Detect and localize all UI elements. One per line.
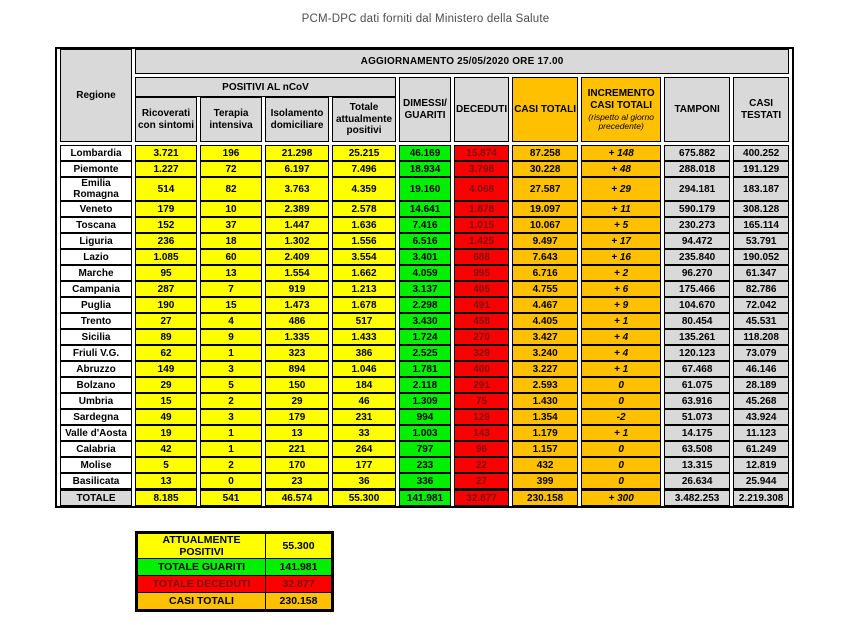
table-row — [60, 161, 789, 177]
totale-positivi-cell: 55.300 — [332, 489, 396, 506]
totale-isolamento-cell: 46.574 — [265, 489, 329, 506]
totale-positivi-cell: 177 — [332, 457, 396, 473]
summary-row-casi-totali — [138, 593, 332, 610]
totale-positivi-cell: 25.215 — [332, 145, 396, 161]
table-row — [60, 281, 789, 297]
dimessi-guariti-cell: 46.169 — [399, 145, 451, 161]
summary-label: TOTALE GUARITI — [138, 559, 266, 576]
isolamento-cell: 179 — [265, 409, 329, 425]
totale-positivi-cell: 1.433 — [332, 329, 396, 345]
dimessi-guariti-cell: 2.298 — [399, 297, 451, 313]
tamponi-cell: 61.075 — [664, 377, 730, 393]
casi-testati-cell: 73.079 — [733, 345, 789, 361]
table-row — [60, 377, 789, 393]
tamponi-cell: 67.468 — [664, 361, 730, 377]
terapia-intensiva-cell: 4 — [200, 313, 262, 329]
totale-positivi-cell: 3.554 — [332, 249, 396, 265]
casi-testati-cell: 46.146 — [733, 361, 789, 377]
ricoverati-cell: 89 — [135, 329, 197, 345]
casi-testati-cell: 82.786 — [733, 281, 789, 297]
table-row — [60, 145, 789, 161]
casi-totali-cell: 3.227 — [512, 361, 578, 377]
column-header-incremento — [581, 77, 661, 142]
incremento-cell: + 1 — [581, 361, 661, 377]
casi-testati-cell: 53.791 — [733, 233, 789, 249]
deceduti-cell: 15.874 — [454, 145, 509, 161]
table-row — [60, 265, 789, 281]
tamponi-cell: 14.175 — [664, 425, 730, 441]
table-row — [60, 233, 789, 249]
totale-incremento-cell: + 300 — [581, 489, 661, 506]
dimessi-guariti-cell: 1.724 — [399, 329, 451, 345]
region-name-cell: Bolzano — [60, 377, 132, 393]
terapia-intensiva-cell: 1 — [200, 425, 262, 441]
casi-totali-cell: 87.258 — [512, 145, 578, 161]
summary-row-attualmente-positivi — [138, 534, 332, 559]
isolamento-cell: 13 — [265, 425, 329, 441]
casi-totali-cell: 3.427 — [512, 329, 578, 345]
tamponi-cell: 175.466 — [664, 281, 730, 297]
tamponi-cell: 104.670 — [664, 297, 730, 313]
dimessi-guariti-cell: 3.137 — [399, 281, 451, 297]
casi-testati-cell: 43.924 — [733, 409, 789, 425]
summary-label: ATTUALMENTE POSITIVI — [138, 534, 266, 559]
casi-totali-cell: 19.097 — [512, 201, 578, 217]
isolamento-cell: 23 — [265, 473, 329, 489]
column-header-regione: Regione — [60, 49, 132, 142]
totale-positivi-cell: 1.662 — [332, 265, 396, 281]
summary-value: 230.158 — [266, 593, 332, 610]
totale-positivi-cell: 36 — [332, 473, 396, 489]
incremento-cell: + 17 — [581, 233, 661, 249]
deceduti-cell: 143 — [454, 425, 509, 441]
totale-positivi-cell: 231 — [332, 409, 396, 425]
terapia-intensiva-cell: 82 — [200, 177, 262, 201]
dimessi-guariti-cell: 1.003 — [399, 425, 451, 441]
casi-totali-cell: 1.179 — [512, 425, 578, 441]
terapia-intensiva-cell: 196 — [200, 145, 262, 161]
tamponi-cell: 135.261 — [664, 329, 730, 345]
casi-testati-cell: 190.052 — [733, 249, 789, 265]
dimessi-guariti-cell: 2.525 — [399, 345, 451, 361]
isolamento-cell: 2.409 — [265, 249, 329, 265]
totale-label-cell: TOTALE — [60, 489, 132, 506]
tamponi-cell: 675.882 — [664, 145, 730, 161]
tamponi-cell: 288.018 — [664, 161, 730, 177]
column-group-positivi: POSITIVI AL nCoV — [135, 77, 396, 97]
column-header-dimessi-guariti: DIMESSI/ GUARITI — [399, 77, 451, 142]
ricoverati-cell: 15 — [135, 393, 197, 409]
totale-positivi-cell: 4.359 — [332, 177, 396, 201]
summary-label: TOTALE DECEDUTI — [138, 576, 266, 593]
casi-testati-cell: 72.042 — [733, 297, 789, 313]
region-name-cell: Umbria — [60, 393, 132, 409]
dimessi-guariti-cell: 233 — [399, 457, 451, 473]
update-header: AGGIORNAMENTO 25/05/2020 ORE 17.00 — [135, 49, 789, 74]
terapia-intensiva-cell: 13 — [200, 265, 262, 281]
casi-totali-cell: 9.497 — [512, 233, 578, 249]
isolamento-cell: 486 — [265, 313, 329, 329]
totale-positivi-cell: 46 — [332, 393, 396, 409]
table-row — [60, 177, 789, 201]
totale-positivi-cell: 7.496 — [332, 161, 396, 177]
summary-row-totale-deceduti — [138, 576, 332, 593]
casi-totali-cell: 6.716 — [512, 265, 578, 281]
region-name-cell: Calabria — [60, 441, 132, 457]
tamponi-cell: 13.315 — [664, 457, 730, 473]
dimessi-guariti-cell: 3.401 — [399, 249, 451, 265]
dimessi-guariti-cell: 2.118 — [399, 377, 451, 393]
region-name-cell: Piemonte — [60, 161, 132, 177]
dimessi-guariti-cell: 18.934 — [399, 161, 451, 177]
totale-positivi-cell: 184 — [332, 377, 396, 393]
region-name-cell: Trento — [60, 313, 132, 329]
column-header-ricoverati: Ricoverati con sintomi — [135, 97, 197, 142]
terapia-intensiva-cell: 72 — [200, 161, 262, 177]
ricoverati-cell: 95 — [135, 265, 197, 281]
ricoverati-cell: 27 — [135, 313, 197, 329]
dimessi-guariti-cell: 6.516 — [399, 233, 451, 249]
totale-positivi-cell: 2.578 — [332, 201, 396, 217]
deceduti-cell: 291 — [454, 377, 509, 393]
region-name-cell: Campania — [60, 281, 132, 297]
table-row — [60, 361, 789, 377]
deceduti-cell: 491 — [454, 297, 509, 313]
casi-totali-cell: 399 — [512, 473, 578, 489]
terapia-intensiva-cell: 18 — [200, 233, 262, 249]
isolamento-cell: 1.473 — [265, 297, 329, 313]
tamponi-cell: 96.270 — [664, 265, 730, 281]
deceduti-cell: 1.015 — [454, 217, 509, 233]
incremento-header-label: INCREMENTO CASI TOTALI — [587, 87, 655, 111]
incremento-cell: + 1 — [581, 313, 661, 329]
ricoverati-cell: 179 — [135, 201, 197, 217]
isolamento-cell: 3.763 — [265, 177, 329, 201]
tamponi-cell: 63.916 — [664, 393, 730, 409]
casi-totali-cell: 1.354 — [512, 409, 578, 425]
casi-testati-cell: 118.208 — [733, 329, 789, 345]
casi-testati-cell: 400.252 — [733, 145, 789, 161]
terapia-intensiva-cell: 9 — [200, 329, 262, 345]
incremento-cell: + 148 — [581, 145, 661, 161]
incremento-cell: + 48 — [581, 161, 661, 177]
ricoverati-cell: 19 — [135, 425, 197, 441]
casi-totali-cell: 4.467 — [512, 297, 578, 313]
totale-positivi-cell: 1.213 — [332, 281, 396, 297]
deceduti-cell: 129 — [454, 409, 509, 425]
tamponi-cell: 63.508 — [664, 441, 730, 457]
totale-positivi-cell: 1.636 — [332, 217, 396, 233]
isolamento-cell: 1.447 — [265, 217, 329, 233]
isolamento-cell: 919 — [265, 281, 329, 297]
deceduti-cell: 96 — [454, 441, 509, 457]
deceduti-cell: 1.425 — [454, 233, 509, 249]
tamponi-cell: 230.273 — [664, 217, 730, 233]
isolamento-cell: 1.554 — [265, 265, 329, 281]
column-header-totale-positivi: Totale attualmente positivi — [332, 97, 396, 142]
deceduti-cell: 405 — [454, 281, 509, 297]
deceduti-cell: 75 — [454, 393, 509, 409]
table-row — [60, 345, 789, 361]
deceduti-cell: 329 — [454, 345, 509, 361]
ricoverati-cell: 62 — [135, 345, 197, 361]
tamponi-cell: 80.454 — [664, 313, 730, 329]
column-header-casi-totali: CASI TOTALI — [512, 77, 578, 142]
casi-totali-cell: 3.240 — [512, 345, 578, 361]
region-name-cell: Lazio — [60, 249, 132, 265]
region-name-cell: Valle d'Aosta — [60, 425, 132, 441]
region-name-cell: Marche — [60, 265, 132, 281]
isolamento-cell: 6.197 — [265, 161, 329, 177]
casi-testati-cell: 28.189 — [733, 377, 789, 393]
table-row — [60, 425, 789, 441]
dimessi-guariti-cell: 994 — [399, 409, 451, 425]
casi-testati-cell: 61.249 — [733, 441, 789, 457]
table-row — [60, 329, 789, 345]
table-row — [60, 473, 789, 489]
terapia-intensiva-cell: 37 — [200, 217, 262, 233]
column-header-terapia: Terapia intensiva — [200, 97, 262, 142]
totale-positivi-cell: 264 — [332, 441, 396, 457]
incremento-cell: -2 — [581, 409, 661, 425]
incremento-cell: + 29 — [581, 177, 661, 201]
region-name-cell: Abruzzo — [60, 361, 132, 377]
dimessi-guariti-cell: 797 — [399, 441, 451, 457]
summary-table — [137, 533, 332, 610]
deceduti-cell: 270 — [454, 329, 509, 345]
incremento-cell: 0 — [581, 473, 661, 489]
tamponi-cell: 94.472 — [664, 233, 730, 249]
page-title: PCM-DPC dati forniti dal Ministero della Salute — [301, 13, 550, 25]
deceduti-cell: 1.878 — [454, 201, 509, 217]
ricoverati-cell: 152 — [135, 217, 197, 233]
casi-totali-cell: 1.430 — [512, 393, 578, 409]
casi-totali-cell: 10.067 — [512, 217, 578, 233]
ricoverati-cell: 3.721 — [135, 145, 197, 161]
dimessi-guariti-cell: 3.430 — [399, 313, 451, 329]
casi-testati-cell: 61.347 — [733, 265, 789, 281]
summary-value: 55.300 — [266, 534, 332, 559]
totale-positivi-cell: 386 — [332, 345, 396, 361]
totale-positivi-cell: 1.556 — [332, 233, 396, 249]
terapia-intensiva-cell: 2 — [200, 457, 262, 473]
incremento-cell: + 6 — [581, 281, 661, 297]
table-row — [60, 297, 789, 313]
ricoverati-cell: 29 — [135, 377, 197, 393]
terapia-intensiva-cell: 1 — [200, 345, 262, 361]
region-name-cell: Sardegna — [60, 409, 132, 425]
column-header-deceduti: DECEDUTI — [454, 77, 509, 142]
totale-dimessi-cell: 141.981 — [399, 489, 451, 506]
terapia-intensiva-cell: 2 — [200, 393, 262, 409]
region-name-cell: Friuli V.G. — [60, 345, 132, 361]
tamponi-cell: 294.181 — [664, 177, 730, 201]
totale-positivi-cell: 1.678 — [332, 297, 396, 313]
terapia-intensiva-cell: 5 — [200, 377, 262, 393]
isolamento-cell: 29 — [265, 393, 329, 409]
casi-testati-cell: 165.114 — [733, 217, 789, 233]
totale-row — [60, 489, 789, 506]
covid-regions-table — [57, 49, 792, 506]
isolamento-cell: 1.335 — [265, 329, 329, 345]
ricoverati-cell: 514 — [135, 177, 197, 201]
table-row — [60, 217, 789, 233]
table-row — [60, 457, 789, 473]
casi-totali-cell: 4.755 — [512, 281, 578, 297]
isolamento-cell: 150 — [265, 377, 329, 393]
casi-testati-cell: 45.531 — [733, 313, 789, 329]
ricoverati-cell: 236 — [135, 233, 197, 249]
summary-label: CASI TOTALI — [138, 593, 266, 610]
summary-table-frame — [135, 531, 334, 612]
isolamento-cell: 170 — [265, 457, 329, 473]
isolamento-cell: 221 — [265, 441, 329, 457]
incremento-cell: + 5 — [581, 217, 661, 233]
deceduti-cell: 22 — [454, 457, 509, 473]
main-table-frame — [55, 47, 794, 508]
region-name-cell: Toscana — [60, 217, 132, 233]
terapia-intensiva-cell: 7 — [200, 281, 262, 297]
region-name-cell: Liguria — [60, 233, 132, 249]
column-header-isolamento: Isolamento domiciliare — [265, 97, 329, 142]
casi-totali-cell: 4.405 — [512, 313, 578, 329]
ricoverati-cell: 149 — [135, 361, 197, 377]
deceduti-cell: 458 — [454, 313, 509, 329]
isolamento-cell: 894 — [265, 361, 329, 377]
terapia-intensiva-cell: 1 — [200, 441, 262, 457]
dimessi-guariti-cell: 336 — [399, 473, 451, 489]
casi-testati-cell: 308.128 — [733, 201, 789, 217]
column-header-tamponi: TAMPONI — [664, 77, 730, 142]
ricoverati-cell: 5 — [135, 457, 197, 473]
deceduti-cell: 27 — [454, 473, 509, 489]
isolamento-cell: 21.298 — [265, 145, 329, 161]
terapia-intensiva-cell: 15 — [200, 297, 262, 313]
terapia-intensiva-cell: 3 — [200, 409, 262, 425]
table-row — [60, 409, 789, 425]
terapia-intensiva-cell: 60 — [200, 249, 262, 265]
tamponi-cell: 51.073 — [664, 409, 730, 425]
deceduti-cell: 4.068 — [454, 177, 509, 201]
isolamento-cell: 2.389 — [265, 201, 329, 217]
totale-ricoverati-cell: 8.185 — [135, 489, 197, 506]
terapia-intensiva-cell: 3 — [200, 361, 262, 377]
region-name-cell: Lombardia — [60, 145, 132, 161]
deceduti-cell: 688 — [454, 249, 509, 265]
table-row — [60, 201, 789, 217]
deceduti-cell: 995 — [454, 265, 509, 281]
terapia-intensiva-cell: 10 — [200, 201, 262, 217]
summary-value: 32.877 — [266, 576, 332, 593]
incremento-cell: + 2 — [581, 265, 661, 281]
tamponi-cell: 120.123 — [664, 345, 730, 361]
casi-testati-cell: 12.819 — [733, 457, 789, 473]
totale-positivi-cell: 33 — [332, 425, 396, 441]
dimessi-guariti-cell: 19.160 — [399, 177, 451, 201]
totale-tamponi-cell: 3.482.253 — [664, 489, 730, 506]
casi-totali-cell: 30.228 — [512, 161, 578, 177]
terapia-intensiva-cell: 0 — [200, 473, 262, 489]
incremento-header-note: (rispetto al giorno precedente) — [588, 111, 654, 131]
dimessi-guariti-cell: 4.059 — [399, 265, 451, 281]
region-name-cell: Basilicata — [60, 473, 132, 489]
table-row — [60, 393, 789, 409]
incremento-cell: 0 — [581, 377, 661, 393]
isolamento-cell: 323 — [265, 345, 329, 361]
region-name-cell: Emilia Romagna — [60, 177, 132, 201]
tamponi-cell: 26.634 — [664, 473, 730, 489]
ricoverati-cell: 1.085 — [135, 249, 197, 265]
tamponi-cell: 235.840 — [664, 249, 730, 265]
ricoverati-cell: 190 — [135, 297, 197, 313]
casi-totali-cell: 432 — [512, 457, 578, 473]
table-row — [60, 313, 789, 329]
region-name-cell: Veneto — [60, 201, 132, 217]
region-name-cell: Sicilia — [60, 329, 132, 345]
casi-totali-cell: 1.157 — [512, 441, 578, 457]
dimessi-guariti-cell: 1.309 — [399, 393, 451, 409]
isolamento-cell: 1.302 — [265, 233, 329, 249]
totale-casi-testati-cell: 2.219.308 — [733, 489, 789, 506]
casi-totali-cell: 7.643 — [512, 249, 578, 265]
region-name-cell: Puglia — [60, 297, 132, 313]
ricoverati-cell: 42 — [135, 441, 197, 457]
casi-testati-cell: 11.123 — [733, 425, 789, 441]
column-header-casi-testati: CASI TESTATI — [733, 77, 789, 142]
casi-testati-cell: 191.129 — [733, 161, 789, 177]
casi-totali-cell: 2.593 — [512, 377, 578, 393]
incremento-cell: + 11 — [581, 201, 661, 217]
casi-testati-cell: 183.187 — [733, 177, 789, 201]
totale-deceduti-cell: 32.877 — [454, 489, 509, 506]
totale-casi-totali-cell: 230.158 — [512, 489, 578, 506]
incremento-cell: + 9 — [581, 297, 661, 313]
ricoverati-cell: 1.227 — [135, 161, 197, 177]
casi-testati-cell: 25.944 — [733, 473, 789, 489]
totale-positivi-cell: 1.046 — [332, 361, 396, 377]
totale-positivi-cell: 517 — [332, 313, 396, 329]
table-row — [60, 441, 789, 457]
incremento-cell: + 16 — [581, 249, 661, 265]
casi-testati-cell: 45.268 — [733, 393, 789, 409]
summary-value: 141.981 — [266, 559, 332, 576]
tamponi-cell: 590.179 — [664, 201, 730, 217]
dimessi-guariti-cell: 7.416 — [399, 217, 451, 233]
incremento-cell: + 1 — [581, 425, 661, 441]
incremento-cell: 0 — [581, 457, 661, 473]
summary-row-totale-guariti — [138, 559, 332, 576]
ricoverati-cell: 49 — [135, 409, 197, 425]
dimessi-guariti-cell: 1.781 — [399, 361, 451, 377]
incremento-cell: 0 — [581, 393, 661, 409]
casi-totali-cell: 27.587 — [512, 177, 578, 201]
incremento-cell: 0 — [581, 441, 661, 457]
deceduti-cell: 3.798 — [454, 161, 509, 177]
ricoverati-cell: 13 — [135, 473, 197, 489]
deceduti-cell: 400 — [454, 361, 509, 377]
table-row — [60, 249, 789, 265]
totale-terapia-cell: 541 — [200, 489, 262, 506]
dimessi-guariti-cell: 14.641 — [399, 201, 451, 217]
incremento-cell: + 4 — [581, 345, 661, 361]
region-name-cell: Molise — [60, 457, 132, 473]
incremento-cell: + 4 — [581, 329, 661, 345]
ricoverati-cell: 287 — [135, 281, 197, 297]
